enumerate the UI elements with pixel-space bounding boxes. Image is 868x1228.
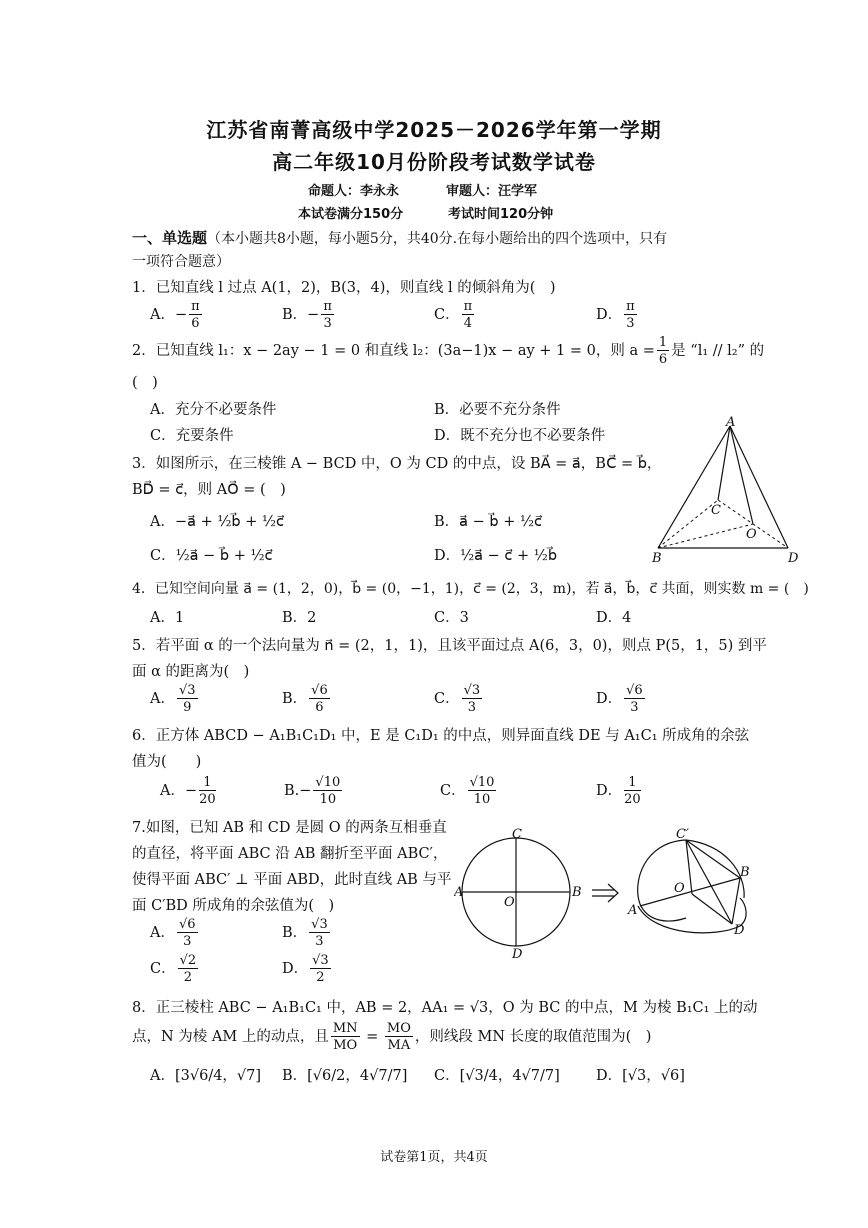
q7-option-a: A． $\frac{√6}{3}$ [150, 917, 196, 949]
q7-option-d: D． $\frac{√3}{2}$ [282, 953, 329, 985]
proposer: 命题人：李永永 [308, 184, 400, 199]
q4-option-d: D．4 [596, 610, 632, 626]
question-2-stem: 2．已知直线 l₁：x − 2ay − 1 = 0 和直线 l₂：(3a−1)x − ay + 1 = 0，则 a = $\frac{1}{6}$ 是 “l₁ // l₂” 的 [132, 335, 765, 367]
question-3-stem-2: BD⃗ = c⃗，则 AO⃗ = ( ) [132, 482, 286, 498]
folding-circle-figure [454, 826, 784, 960]
fig7-right-label-d: D [734, 923, 745, 938]
question-2-paren: ( ) [132, 375, 158, 391]
q5-option-d: D． $\frac{√6}{3}$ [596, 683, 643, 715]
fig7-right-label-a: A [628, 903, 638, 918]
q4-option-c: C．3 [434, 610, 469, 626]
q4-option-a: A．1 [150, 610, 185, 626]
section-title: 一、单选题 [132, 229, 208, 247]
question-3-stem-1: 3．如图所示，在三棱锥 A − BCD 中，O 为 CD 的中点，设 BA⃗ = a⃗，BC⃗ = b⃗， [132, 456, 662, 472]
q5-option-a: A． $\frac{√3}{9}$ [150, 683, 196, 715]
question-7-stem-4: 面 C′BD 所成角的余弦值为( ) [132, 898, 335, 914]
fig7-left-label-c: C [512, 827, 522, 842]
question-5-stem-1: 5．若平面 α 的一个法向量为 n⃗ = (2，1，1)，且该平面过点 A(6，3，0)，则点 P(5，1，5) 到平 [132, 638, 767, 654]
q1-option-c: C． $\frac{\pi}{4}$ [434, 299, 473, 331]
exam-time: 考试时间120分钟 [448, 207, 554, 222]
q7-option-b: B． $\frac{√3}{3}$ [282, 917, 328, 949]
fig7-left-label-a: A [454, 885, 464, 900]
fig3-label-a: A [726, 415, 736, 430]
q5-option-c: C． $\frac{√3}{3}$ [434, 683, 481, 715]
fig7-left-label-b: B [572, 885, 582, 900]
reviewer: 审题人：汪学军 [446, 184, 538, 199]
q3-option-c: C．½a⃗ − b⃗ + ½c⃗ [150, 548, 273, 564]
fig7-left-label-d: D [512, 947, 523, 960]
question-7-stem-3: 使得平面 ABC′ ⊥ 平面 ABD，此时直线 AB 与平 [132, 872, 452, 888]
q6-option-c: C． $\frac{√10}{10}$ [440, 775, 495, 807]
page-footer: 试卷第1页，共4页 [380, 1150, 488, 1165]
q4-option-b: B．2 [282, 610, 317, 626]
fig3-label-d: D [788, 551, 799, 566]
q6-option-a: A．− $\frac{1}{20}$ [160, 775, 216, 807]
question-1-stem: 1．已知直线 l 过点 A(1，2)，B(3，4)，则直线 l 的倾斜角为( ) [132, 280, 556, 296]
q1-option-b: B．− $\frac{\pi}{3}$ [282, 299, 332, 331]
section-note-2: 一项符合题意） [132, 254, 230, 270]
section-heading [132, 227, 667, 248]
q7-option-c: C． $\frac{√2}{2}$ [150, 953, 197, 985]
fig3-label-c: C [711, 503, 721, 518]
q6-option-b: B.− $\frac{√10}{10}$ [284, 775, 341, 807]
q8-option-d: D．[√3，√6] [596, 1068, 685, 1084]
fig3-label-b: B [652, 551, 662, 566]
question-8-stem-1: 8．正三棱柱 ABC − A₁B₁C₁ 中，AB = 2，AA₁ = √3，O 为 BC 的中点，M 为棱 B₁C₁ 上的动 [132, 1000, 758, 1016]
q3-option-b: B．a⃗ − b⃗ + ½c⃗ [434, 514, 543, 530]
fig7-left-label-o: O [504, 895, 515, 910]
q8-option-a: A．[3√6/4，√7] [150, 1068, 262, 1084]
fig7-right-label-c: C′ [676, 827, 689, 842]
fig3-label-o: O [746, 527, 757, 542]
q5-option-b: B． $\frac{√6}{6}$ [282, 683, 328, 715]
q2-option-d: D．既不充分也不必要条件 [434, 428, 606, 444]
fig7-right-label-b: B [740, 865, 750, 880]
q3-option-d: D．½a⃗ − c⃗ + ½b⃗ [434, 548, 558, 564]
q8-option-b: B．[√6/2，4√7/7] [282, 1068, 408, 1084]
q1-option-d: D． $\frac{\pi}{3}$ [596, 299, 635, 331]
q8-option-c: C．[√3/4，4√7/7] [434, 1068, 560, 1084]
question-7-stem-1: 7.如图，已知 AB 和 CD 是圆 O 的两条互相垂直 [132, 820, 447, 836]
full-score: 本试卷满分150分 [298, 207, 404, 222]
question-6-stem-1: 6．正方体 ABCD − A₁B₁C₁D₁ 中，E 是 C₁D₁ 的中点，则异面直线 DE 与 A₁C₁ 所成角的余弦 [132, 728, 750, 744]
q3-option-a: A．−a⃗ + ½b⃗ + ½c⃗ [150, 514, 285, 530]
question-7-stem-2: 的直径，将平面 ABC 沿 AB 翻折至平面 ABC′， [132, 846, 448, 862]
question-8-stem-2: 点，N 为棱 AM 上的动点，且 $\frac{MN}{MO}$ = $\frac{MO}{MA}$ ，则线段 MN 长度的取值范围为( ) [132, 1021, 652, 1053]
school-title: 江苏省南菁高级中学2025－2026学年第一学期 [206, 118, 662, 142]
q2-option-c: C．充要条件 [150, 428, 234, 444]
q6-option-d: D． $\frac{1}{20}$ [596, 775, 641, 807]
fig7-right-label-o: O [674, 881, 685, 896]
tetrahedron-figure [648, 414, 808, 566]
q2-option-b: B．必要不充分条件 [434, 402, 561, 418]
exam-title: 高二年级10月份阶段考试数学试卷 [272, 150, 596, 174]
question-4-stem: 4．已知空间向量 a⃗ = (1，2，0)，b⃗ = (0，−1，1)，c⃗ = (2，3，m)，若 a⃗，b⃗，c⃗ 共面，则实数 m = ( ) [132, 581, 809, 597]
question-6-stem-2: 值为( ) [132, 754, 202, 770]
q1-option-a: A．− $\frac{\pi}{6}$ [150, 299, 200, 331]
section-note: （本小题共8小题，每小题5分，共40分.在每小题给出的四个选项中，只有 [207, 231, 668, 247]
question-5-stem-2: 面 α 的距离为( ) [132, 664, 250, 680]
q2-option-a: A．充分不必要条件 [150, 402, 277, 418]
